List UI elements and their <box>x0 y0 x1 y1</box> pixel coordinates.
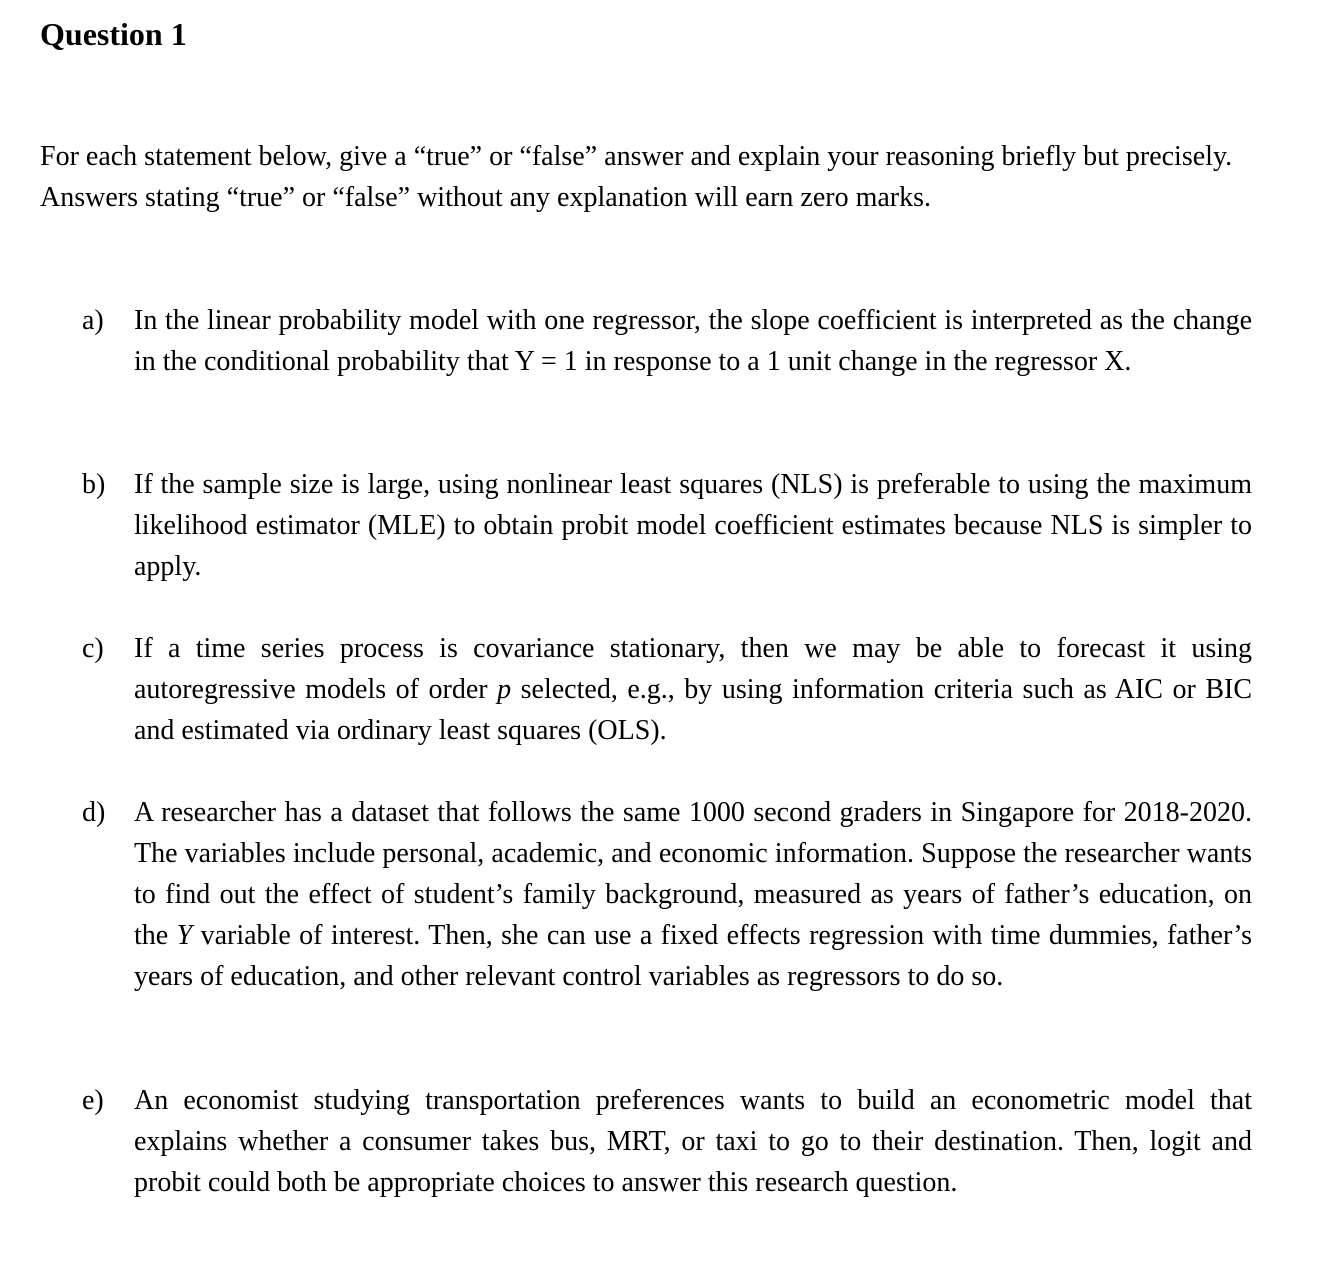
statement-marker: b) <box>82 469 106 500</box>
statement-c <box>82 628 1252 751</box>
statement-text: In the linear probability model with one regressor, the slope coefficient is interpreted as the change in the conditional probability that Y = 1 in response to a 1 unit change in the regressor X. <box>134 305 1252 377</box>
question-title: Question 1 <box>40 16 187 52</box>
statement-b <box>82 464 1252 587</box>
statement-marker: e) <box>82 1085 104 1116</box>
instructions-paragraph: For each statement below, give a “true” or “false” answer and explain your reasoning briefly but precisely. Answers stating “true” or “false” without any explanation will earn zero marks. <box>40 141 1233 213</box>
statement-a <box>82 300 1252 382</box>
statement-text: An economist studying transportation preferences wants to build an econometric model that explains whether a consumer takes bus, MRT, or taxi to go to their destination. Then, logit and probit could both be appropriate choices to answer this research question. <box>134 1085 1252 1198</box>
statement-marker: d) <box>82 797 106 828</box>
statement-d <box>82 792 1252 997</box>
statement-marker: a) <box>82 305 104 336</box>
statement-e <box>82 1080 1252 1203</box>
statement-marker: c) <box>82 633 104 664</box>
statement-text: If the sample size is large, using nonlinear least squares (NLS) is preferable to using the maximum likelihood estimator (MLE) to obtain probit model coefficient estimates because NLS is simpler to apply. <box>134 469 1252 582</box>
statement-text: If a time series process is covariance stationary, then we may be able to forecast it using autoregressive models of order p selected, e.g., by using information criteria such as AIC or BIC and estimated via ordinary least squares (OLS). <box>134 633 1253 746</box>
statement-text: A researcher has a dataset that follows the same 1000 second graders in Singapore for 2018-2020. The variables include personal, academic, and economic information. Suppose the researcher wants to find out the effect of student’s family background, measured as years of father’s education, on the Y variable of interest. Then, she can use a fixed effects regression with time dummies, father’s years of education, and other relevant control variables as regressors to do so. <box>134 797 1252 992</box>
